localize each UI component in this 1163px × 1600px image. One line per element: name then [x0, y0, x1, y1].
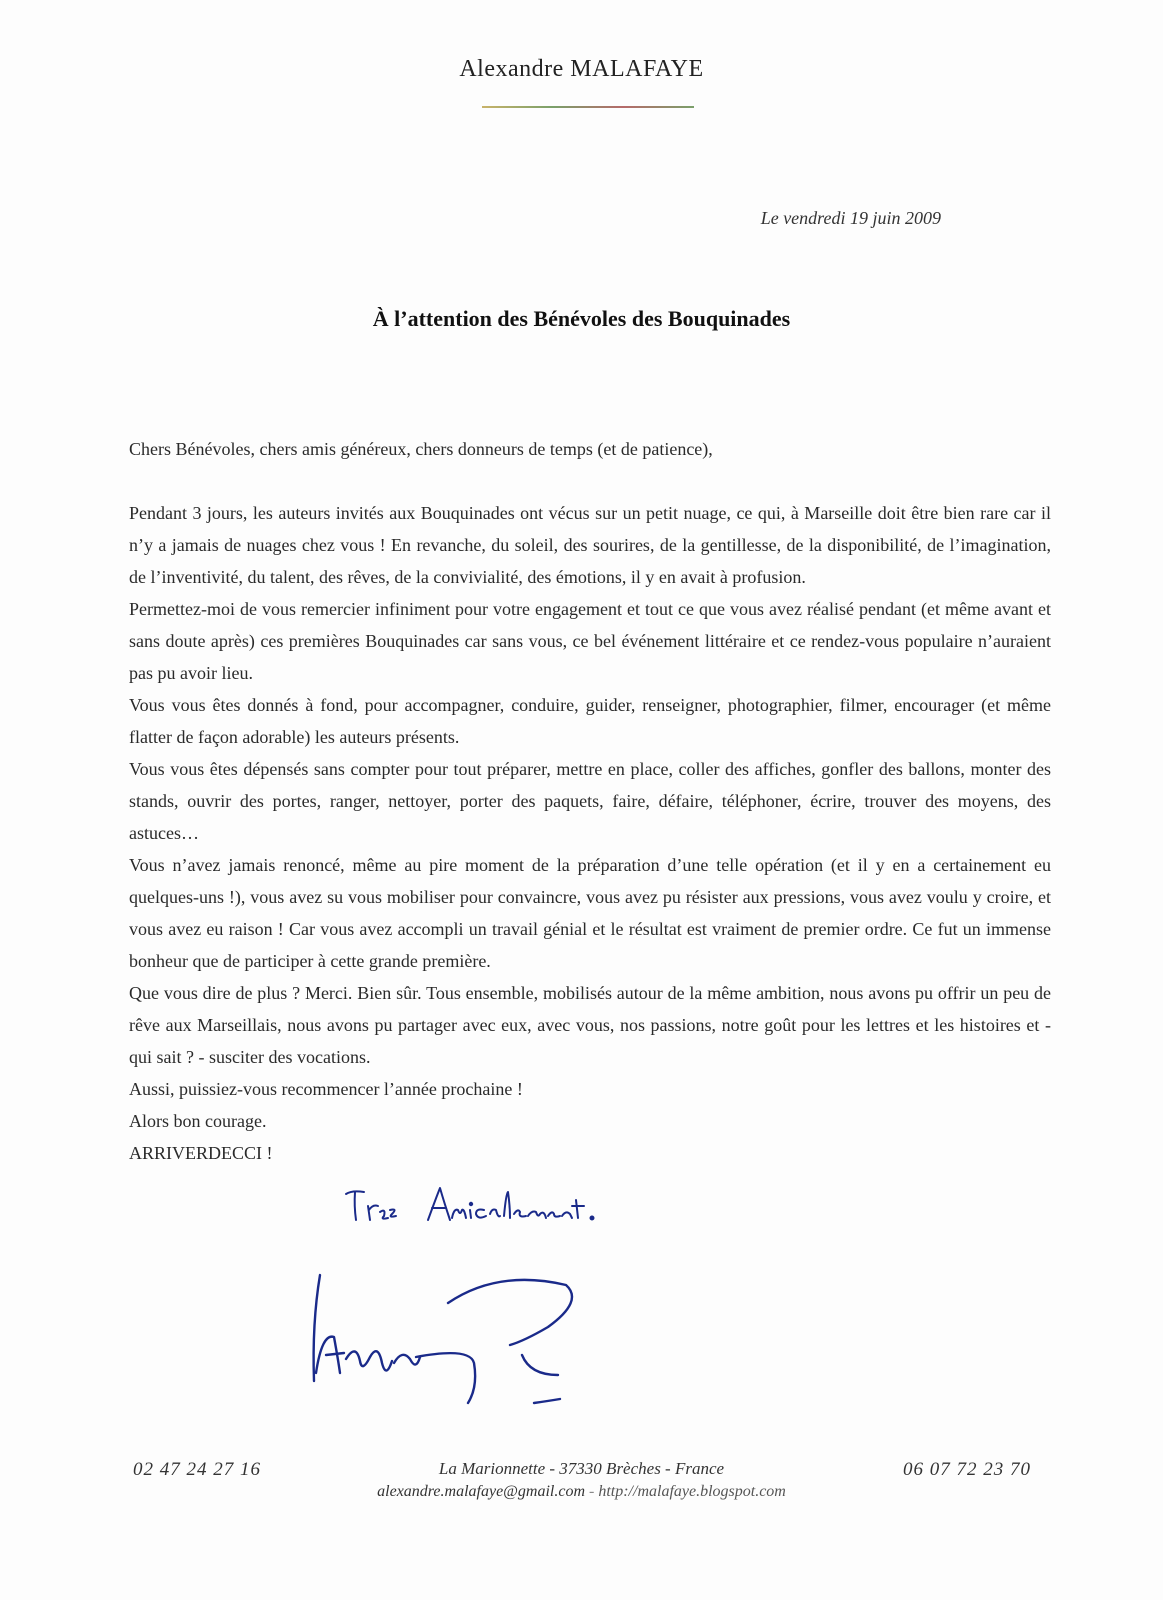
signature [298, 1263, 578, 1413]
letterhead-divider [482, 106, 694, 108]
letter-body [129, 433, 1051, 1169]
footer-separator: - [589, 1483, 599, 1500]
handwritten-note [340, 1180, 640, 1240]
footer-phone-left: 02 47 24 27 16 [133, 1459, 261, 1480]
footer-contact [0, 1483, 1163, 1501]
footer-address: La Marionnette - 37330 Brèches - France [438, 1459, 725, 1478]
paragraph-3: Vous vous êtes donnés à fond, pour accompagner, conduire, guider, renseigner, photographier, filmer, encourager (et même flatter de façon adorable) les auteurs présents. [129, 695, 1051, 747]
closing-line-3: ARRIVERDECCI ! [129, 1143, 273, 1163]
paragraph-1: Pendant 3 jours, les auteurs invités aux Bouquinades ont vécus sur un petit nuage, ce qui, à Marseille doit être bien rare car il n’y a jamais de nuages chez vous ! En revanche, du soleil, des sourires, de la gentillesse, de la disponibilité, de l’imagination, de l’inventivité, du talent, des rêves, de la convivialité, des émotions, il y en avait à profusion. [129, 503, 1051, 587]
paragraph-5: Vous n’avez jamais renoncé, même au pire moment de la préparation d’une telle opération (et il y en a certainement eu quelques-uns !), vous avez su vous mobiliser pour convaincre, vous avez pu résister aux pressions, vous avez voulu y croire, et vous avez eu raison ! Car vous avez accompli un travail génial et le résultat est vraiment de premier ordre. Ce fut un immense bonheur que de participer à cette grande première. [129, 855, 1051, 971]
closing-line-2: Alors bon courage. [129, 1111, 267, 1131]
footer-email[interactable]: alexandre.malafaye@gmail.com [377, 1483, 585, 1500]
closing-line-1: Aussi, puissiez-vous recommencer l’année prochaine ! [129, 1079, 523, 1099]
letter-title: À l’attention des Bénévoles des Bouquinades [372, 306, 791, 331]
footer-website[interactable]: http://malafaye.blogspot.com [598, 1483, 786, 1500]
letterhead-author: Alexandre MALAFAYE [459, 56, 704, 82]
paragraph-6: Que vous dire de plus ? Merci. Bien sûr. Tous ensemble, mobilisés autour de la même ambition, nous avons pu offrir un peu de rêve aux Marseillais, nous avons pu partager avec eux, avec vous, nos passions, notre goût pour les lettres et les histoires et - qui sait ? - susciter des vocations. [129, 983, 1051, 1067]
paragraph-4: Vous vous êtes dépensés sans compter pour tout préparer, mettre en place, coller des affiches, gonfler des ballons, monter des stands, ouvrir des portes, ranger, nettoyer, porter des paquets, faire, défaire, téléphoner, écrire, trouver des moyens, des astuces… [129, 759, 1051, 843]
salutation: Chers Bénévoles, chers amis généreux, chers donneurs de temps (et de patience), [129, 439, 713, 459]
footer-phone-right: 06 07 72 23 70 [903, 1459, 1031, 1480]
paragraph-2: Permettez-moi de vous remercier infiniment pour votre engagement et tout ce que vous avez réalisé pendant (et même avant et sans doute après) ces premières Bouquinades car sans vous, ce bel événement littéraire et ce rendez-vous populaire n’auraient pas pu avoir lieu. [129, 599, 1051, 683]
letter-date: Le vendredi 19 juin 2009 [760, 208, 941, 228]
